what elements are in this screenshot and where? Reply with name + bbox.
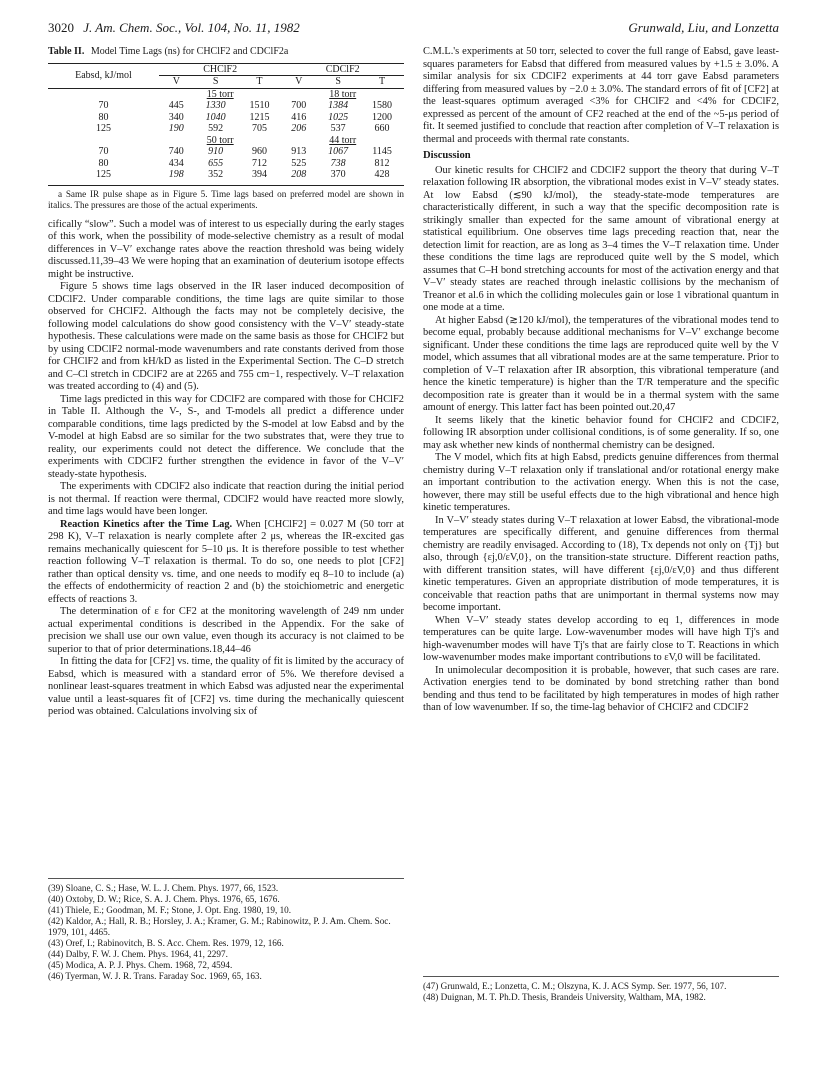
reference-item: (45) Modica, A. P. J. Phys. Chem. 1968, 72, 4594. <box>48 960 233 970</box>
cell: 340 <box>168 111 184 123</box>
cell: 206 <box>291 123 307 134</box>
cell: 740 <box>168 146 184 157</box>
table-title: Model Time Lags (ns) for CHClF2 and CDClF2a <box>90 46 289 57</box>
right-column <box>423 46 779 715</box>
cell: 1067 <box>328 146 349 157</box>
pressure-label: 44 torr <box>329 134 357 146</box>
cell: 1040 <box>205 111 226 123</box>
pressure-row <box>48 88 404 100</box>
references-right <box>423 976 779 1003</box>
cell: 416 <box>291 111 307 123</box>
body-paragraph: Figure 5 shows time lags observed in the IR laser induced decomposition of CDClF2. Under comparable conditions, the time lags are quite similar to those observed for CHClF2. Although the facts may not be completely decisive, the following model calculations do show good consistency with the V–V′ steady-state hypothesis. These calculations were made on the same basis as those for CHClF2 but by using CDClF2 normal-mode wavenumbers and rate constants derived from those for CHClF2 and from kH/kD as listed in the Experimental Section. The C–D stretch and C–Cl stretch in CDClF2 are at 2265 and 755 cm−1, respectively. V–T relaxation was treated according to (4) and (5). <box>48 281 404 392</box>
table-row <box>48 146 404 158</box>
cell: 655 <box>208 157 224 169</box>
runin-heading: Reaction Kinetics after the Time Lag. <box>60 518 233 530</box>
table-row <box>48 123 404 135</box>
pressure-label: 50 torr <box>206 134 234 146</box>
table-row <box>48 158 404 170</box>
reference-item: (43) Oref, I.; Rabinovitch, B. S. Acc. Chem. Res. 1979, 12, 166. <box>48 938 284 948</box>
runin-text: When [CHClF2] = 0.027 M (50 torr at 298 K), V–T relaxation is nearly complete after 2 μs, whereas the IR-excited gas remains mechanically quiescent for 5–10 μs. It is therefore possible to test whether reaction following V–T relaxation is thermal. To do so, one needs to plot [CF2] rather than optical density vs. time, and one needs to modify eq 8–10 to include (a) the effects of endothermicity of reaction 2 and (b) the stoichiometric and energetic effects of reactions 3. <box>48 518 404 605</box>
cell: 370 <box>330 169 346 180</box>
cell: 434 <box>168 157 184 169</box>
cell: 1580 <box>372 100 393 111</box>
table-row <box>48 169 404 181</box>
cell: 80 <box>98 157 109 169</box>
cell: 70 <box>98 100 109 111</box>
group-chclf2: CHClF2 <box>159 63 281 76</box>
subcol: V <box>159 76 194 89</box>
pressure-row <box>48 135 404 147</box>
time-lag-table <box>48 63 404 181</box>
running-authors: Grunwald, Liu, and Lonzetta <box>628 20 779 35</box>
section-heading: Discussion <box>423 150 471 161</box>
cell: 1330 <box>205 100 226 111</box>
cell: 80 <box>98 111 109 123</box>
subcol: S <box>316 76 360 89</box>
cell: 660 <box>374 123 390 134</box>
pressure-label: 18 torr <box>329 88 357 100</box>
reference-item: (40) Oxtoby, D. W.; Rice, S. A. J. Chem. Phys. 1976, 65, 1676. <box>48 894 280 904</box>
cell: 700 <box>291 100 307 111</box>
cell: 913 <box>291 146 307 157</box>
body-paragraph: In V–V′ steady states during V–T relaxation at lower Eabsd, the vibrational-mode temperatures are specifically different, and genuine differences from thermal chemistry are readily envisaged. According to (18), Tx depends not only on {Tj} but also, through {εj,0/εV,0}, on the transition-state structure. Different reaction paths, with different transition states, will have different {εj,0/εV,0} and thus different kinetic temperatures. Given an appropriate distribution of mode temperatures, it is conceivable that reaction paths that are unimportant in thermal systems now may become important. <box>423 514 779 613</box>
cell: 1025 <box>328 111 349 123</box>
pressure-label: 15 torr <box>206 88 234 100</box>
table-row <box>48 100 404 112</box>
table-row <box>48 112 404 124</box>
body-paragraph: When V–V′ steady states develop according to eq 1, differences in mode temperatures can be quite large. Low-wavenumber modes will have high Tj's and high-wavenumber modes will have Tj's that are fairly close to T. Reactions in which low-wavenumber modes make important contributions to εV,0 will be facilitated. <box>423 614 779 663</box>
table-label: Table II. <box>48 46 85 57</box>
reference-item: (48) Duignan, M. T. Ph.D. Thesis, Brandeis University, Waltham, MA, 1982. <box>423 992 706 1002</box>
page-number: 3020 <box>48 20 74 35</box>
left-column <box>48 46 404 719</box>
group-cdclf2: CDClF2 <box>281 63 404 76</box>
reference-item: (44) Dalby, F. W. J. Chem. Phys. 1964, 41, 2297. <box>48 949 228 959</box>
cell: 445 <box>168 100 184 111</box>
reference-item: (42) Kaldor, A.; Hall, R. B.; Horsley, J. A.; Kramer, G. M.; Rabinowitz, P. J. Am. Chem. Soc. 1979, 101, 4465. <box>48 916 391 937</box>
body-paragraph: In unimolecular decomposition it is probable, however, that such cases are rare. Activation energies tend to be dominated by bond stretching rather than bond bending and thus tend to be facilitated by high temperatures in modes of high rather than of low wavenumber. If so, the time-lag behavior of CHClF2 and CDClF2 <box>423 664 779 713</box>
references-left <box>48 878 404 982</box>
cell: 1145 <box>372 146 392 157</box>
cell: 1510 <box>249 100 270 111</box>
cell: 70 <box>98 146 109 157</box>
reference-item: (39) Sloane, C. S.; Hase, W. L. J. Chem. Phys. 1977, 66, 1523. <box>48 883 279 893</box>
body-paragraph: C.M.L.'s experiments at 50 torr, selected to cover the full range of Eabsd, gave least-squares parameters for Eabsd that differed from measured values by +1.5 ± 3.0%. A similar analysis for six CDClF2 experiments at 44 torr gave Eabsd parameters differing from measured values by −2.0 ± 3.0%. The standard errors of fit of [CF2] at the least-squares optimum averaged <3% for CHClF2 and <4% for CDClF2, expressed as percent of the amount of CF2 reached at the end of the ~5-μs period of fit. It seemed justified to conclude that reaction after completion of V–T relaxation is thermal and proceeds with thermal rate constants. <box>423 46 779 145</box>
cell: 705 <box>251 123 267 134</box>
table-group-header <box>48 63 404 76</box>
cell: 125 <box>95 123 111 134</box>
journal-citation: J. Am. Chem. Soc., Vol. 104, No. 11, 1982 <box>83 20 300 35</box>
body-paragraph: It seems likely that the kinetic behavior found for CHClF2 and CDClF2, following IR absorption under collisional conditions, is of some generality. If so, one may ask whether new kinds of nonthermal chemistry can be designed. <box>423 414 779 451</box>
body-paragraph: The V model, which fits at high Eabsd, predicts genuine differences from thermal chemistry during V–T relaxation only if translational and/or rotational energy make an important contribution to the activation energy. When this is not the case, however, there may still be useful effects due to the high vibrational and hence high kinetic temperatures. <box>423 452 779 513</box>
body-paragraph <box>48 519 404 607</box>
reference-item: (46) Tyerman, W. J. R. Trans. Faraday Soc. 1969, 65, 163. <box>48 971 262 981</box>
cell: 1215 <box>249 111 270 123</box>
cell: 525 <box>291 157 307 169</box>
subcol: T <box>238 76 282 89</box>
cell: 960 <box>251 146 267 157</box>
body-paragraph: The experiments with CDClF2 also indicate that reaction during the initial period is not thermal. If reaction were thermal, CDClF2 would have reacted more slowly, and time lags would have been longer. <box>48 481 404 517</box>
cell: 198 <box>168 169 184 180</box>
body-paragraph: In fitting the data for [CF2] vs. time, the quality of fit is limited by the accuracy of Eabsd, which is measured with a standard error of 5%. We therefore devised a nonlinear least-squares treatment in which Eabsd was adjusted near the experimental value until a least-squares fit of [CF2] vs. time during the mechanically quiescent period was obtained. Calculations involving six of <box>48 656 404 717</box>
subcol: T <box>360 76 404 89</box>
cell: 738 <box>330 157 346 169</box>
cell: 910 <box>208 146 224 157</box>
subcol: V <box>281 76 316 89</box>
cell: 812 <box>374 157 390 169</box>
cell: 1384 <box>328 100 349 111</box>
reference-item: (47) Grunwald, E.; Lonzetta, C. M.; Olszyna, K. J. ACS Symp. Ser. 1977, 56, 107. <box>423 981 727 991</box>
body-paragraph: The determination of ε for CF2 at the monitoring wavelength of 249 nm under actual experimental conditions is described in the Appendix. For the sake of precision we shall use our own value, even though its accuracy is not claimed to be superior to that of prior determinations.18,44–46 <box>48 606 404 655</box>
cell: 712 <box>251 157 267 169</box>
subcol: S <box>194 76 238 89</box>
table-footnote: a Same IR pulse shape as in Figure 5. Time lags based on preferred model are shown in italics. The pressures are those of the actual experiments. <box>48 185 404 211</box>
body-paragraph: cifically “slow”. Such a model was of interest to us especially during the early stages of this work, when the possibility of mode-selective chemistry as a result of modal differences in V–V′ exchange rates above the reaction threshold was being widely discussed.11,39–43 We were hoping that an examination of deuterium isotope effects might be instructive. <box>48 218 404 280</box>
cell: 352 <box>208 169 224 180</box>
col-eabsd: Eabsd, kJ/mol <box>48 63 159 88</box>
cell: 537 <box>330 123 346 134</box>
cell: 125 <box>95 169 111 180</box>
page-header <box>48 20 779 38</box>
reference-item: (41) Thiele, E.; Goodman, M. F.; Stone, J. Opt. Eng. 1980, 19, 10. <box>48 905 292 915</box>
cell: 592 <box>208 123 224 134</box>
body-paragraph: Our kinetic results for CHClF2 and CDClF2 support the theory that during V–T relaxation following IR absorption, the vibrational modes exist in V–V′ steady states. At low Eabsd (≲90 kJ/mol), the steady-state-mode temperatures are characteristically different, in such a way that the specific decomposition rate is strikingly smaller than expected for the same amount of vibrational energy at statistical equilibrium. One observes time lags preceding reaction that, near the detection limit for reaction, are as long as 3–4 times the V–T relaxation time. Under these conditions the time lags are reproduced quite well by the S model, which assumes that C–H bond stretching accounts for most of the activation energy and that V–V′ steady states are reached through inelastic collisions by the mechanism of Treanor et al.6 in which the colliding molecules gain or lose 1 vibrational quantum in one mode at a time. <box>423 164 779 313</box>
cell: 428 <box>374 169 390 180</box>
body-paragraph: Time lags predicted in this way for CDClF2 are compared with those for CHClF2 in Table II. Although the V-, S-, and T-models all predict a difference under comparable conditions, time lags predicted by the S-model at low Eabsd and by the V-model at high Eabsd are so similar for the two substrates that, were they true to reality, our experiments could not detect the difference. We conclude that the experiments with CDClF2 further strengthen the evidence in favor of the V–V′ steady-state hypothesis. <box>48 393 404 480</box>
body-paragraph: At higher Eabsd (≳120 kJ/mol), the temperatures of the vibrational modes tend to become equal, probably because additional mechanisms for V–V′ exchange become significant. Under these conditions the time lags are reproduced quite well by the V model, which assumes that all vibrational modes are at the same temperature. Prior to completion of V–T relaxation after IR absorption, this vibrational temperature (and hence the kinetic temperature) is higher than the T/R temperature and the specific decomposition rate is greater than it would be in a thermal system with the same amount of energy. This latter fact has been pointed out.20,47 <box>423 314 779 413</box>
cell: 190 <box>168 123 184 134</box>
cell: 394 <box>251 169 267 180</box>
cell: 1200 <box>372 111 393 123</box>
cell: 208 <box>291 169 307 180</box>
table-caption <box>48 46 404 59</box>
